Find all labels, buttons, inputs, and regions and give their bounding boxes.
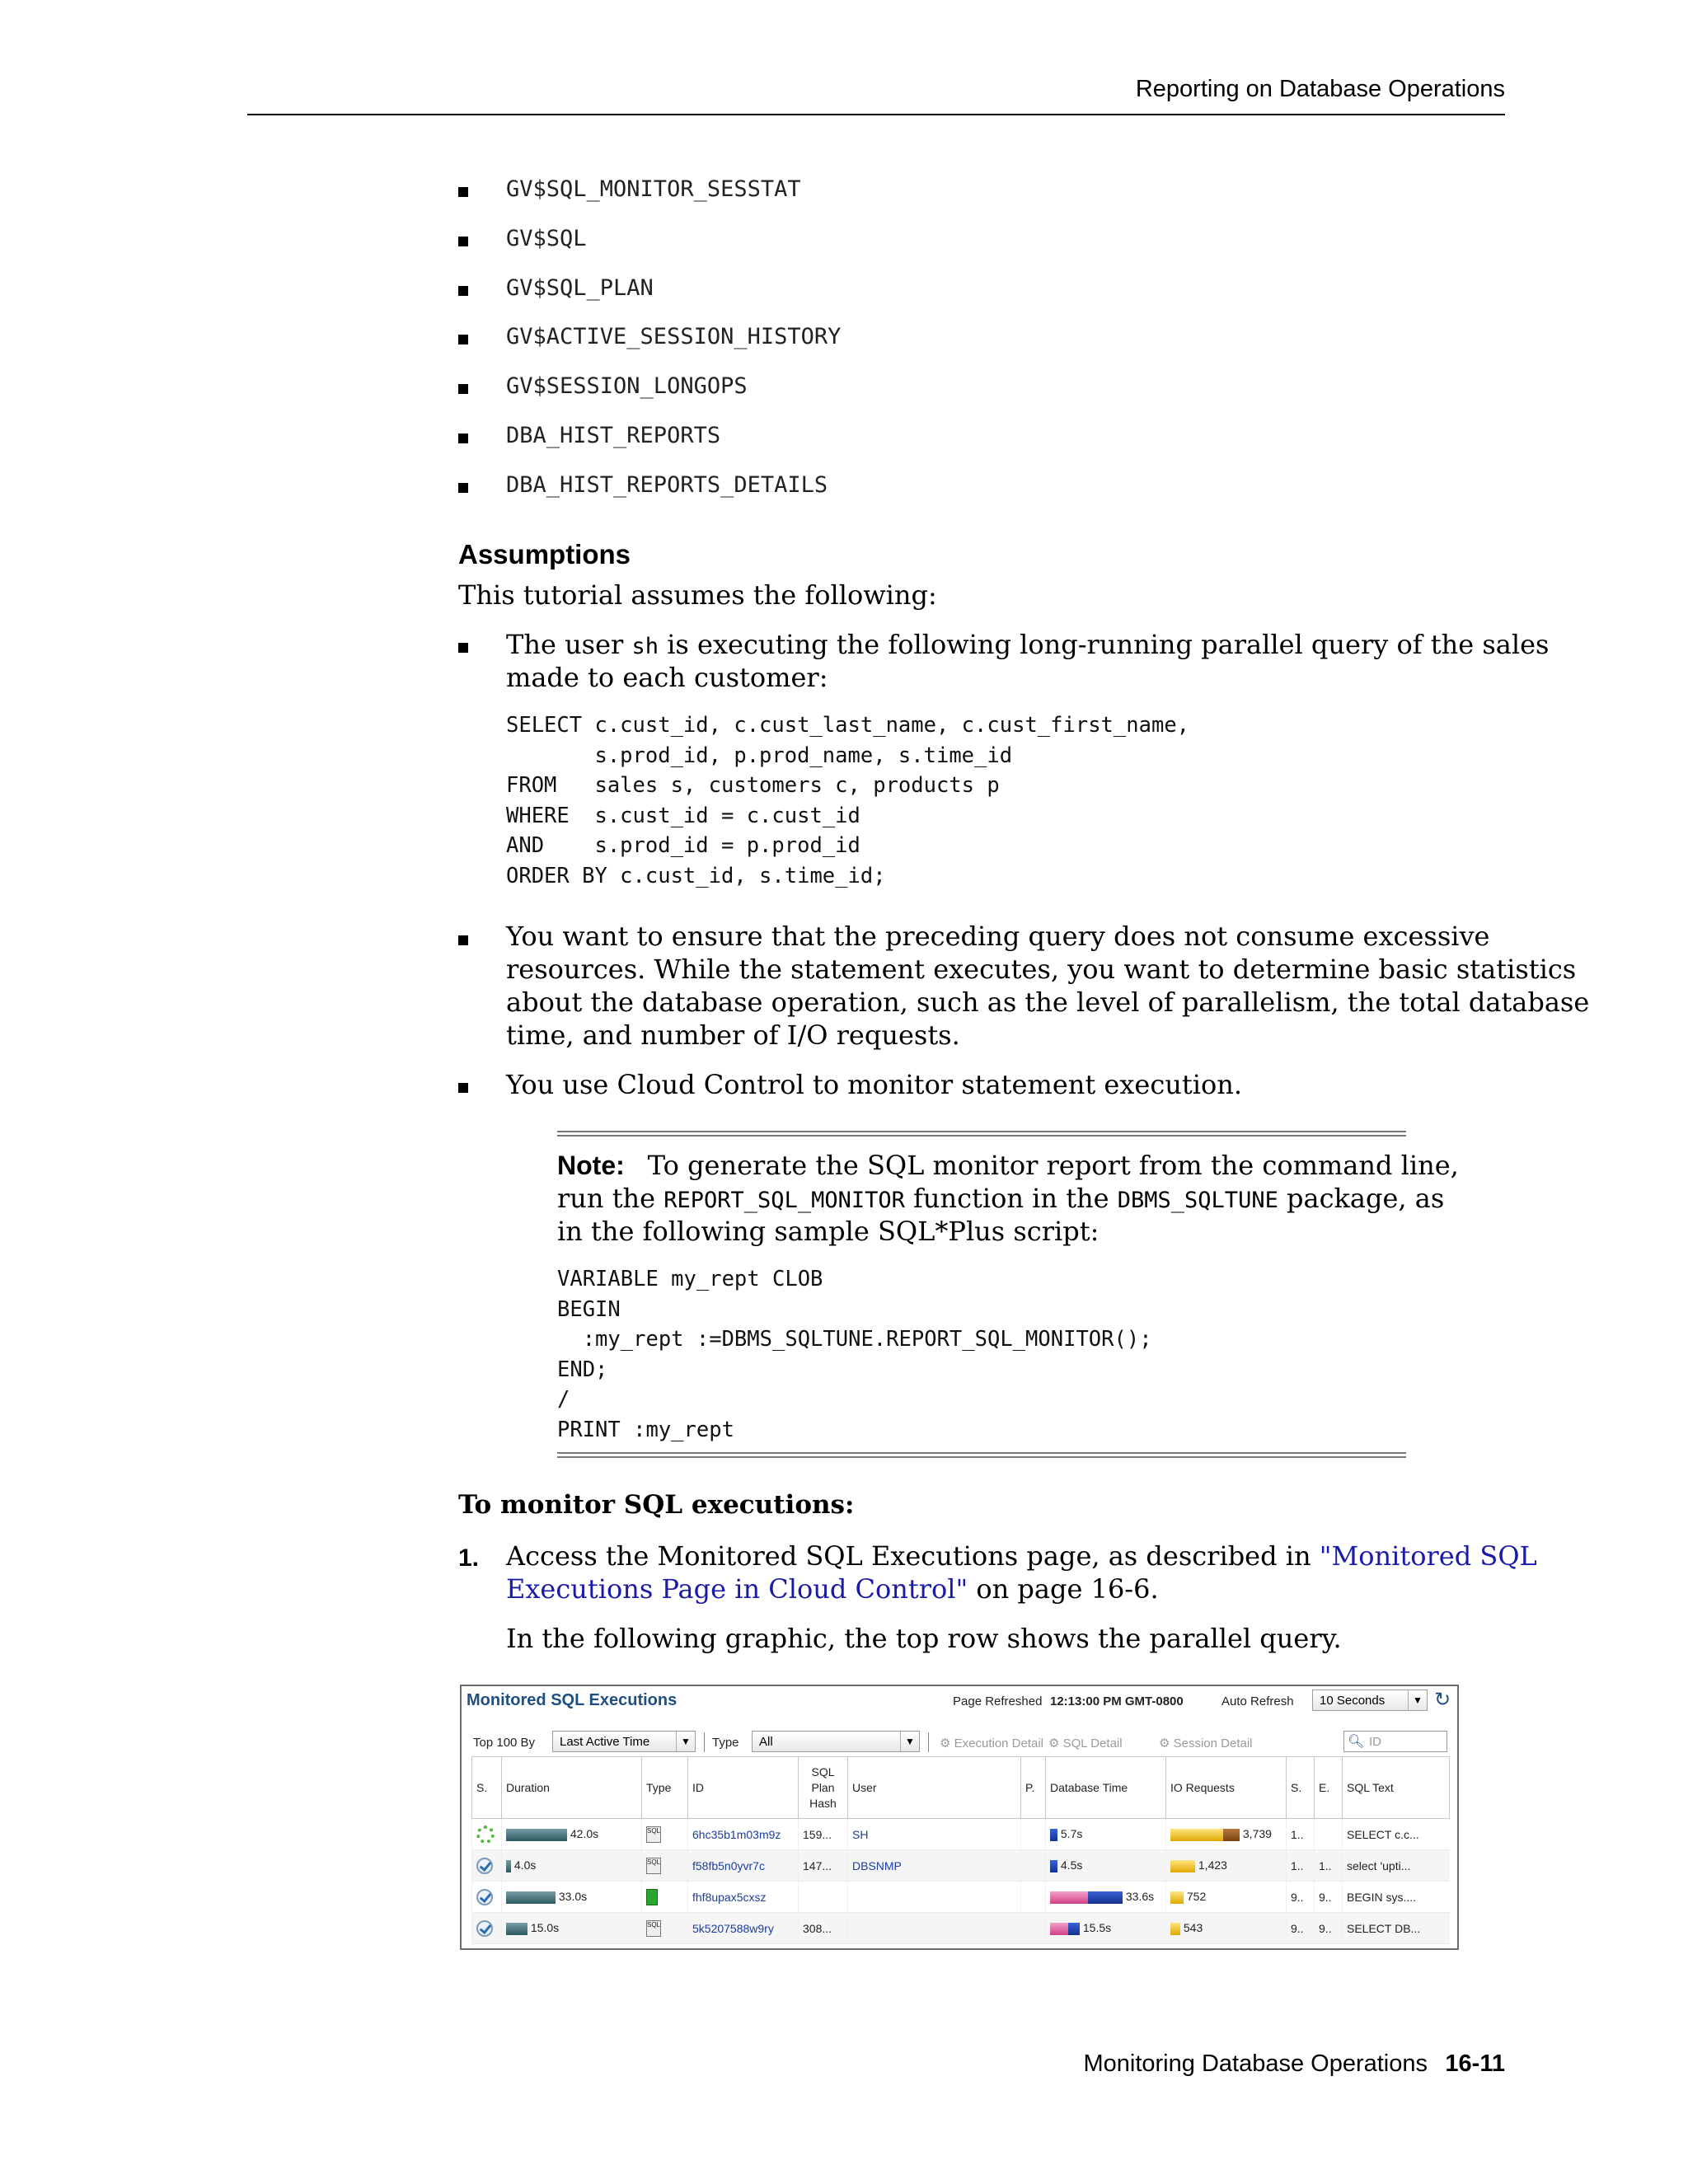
bullet-icon <box>458 935 468 945</box>
execution-detail-button[interactable] <box>940 1736 1043 1750</box>
e-cell: 9.. <box>1315 1882 1343 1913</box>
user-cell <box>848 1913 1021 1944</box>
footer-chapter-title: Monitoring Database Operations <box>1083 2050 1428 2077</box>
io-cell <box>1166 1882 1287 1913</box>
note-line-3: in the following sample SQL*Plus script: <box>557 1216 1100 1247</box>
search-input[interactable] <box>1343 1731 1447 1752</box>
col-e[interactable]: E. <box>1315 1757 1343 1819</box>
function-code: REPORT_SQL_MONITOR <box>663 1188 905 1213</box>
io-cell <box>1166 1850 1287 1882</box>
view-item: GV$SQL <box>506 226 587 251</box>
col-s[interactable]: S. <box>1287 1757 1315 1819</box>
chevron-down-icon: ▼ <box>1408 1690 1427 1710</box>
assumption-1 <box>506 628 1549 663</box>
assumptions-heading: Assumptions <box>458 539 631 569</box>
io-value: 1,423 <box>1198 1858 1227 1872</box>
duration-value: 4.0s <box>513 1858 537 1872</box>
sql-id-link[interactable]: fhf8upax5cxsz <box>692 1890 767 1904</box>
plan-hash-cell: 308... <box>799 1913 848 1944</box>
monitored-sql-link[interactable]: "Monitored SQL <box>1319 1540 1537 1572</box>
db-time-bar <box>1050 1860 1057 1872</box>
io-bar-segment <box>1223 1829 1240 1841</box>
e-cell <box>1315 1819 1343 1850</box>
user-cell <box>848 1882 1021 1913</box>
id-cell <box>688 1819 799 1850</box>
col-status[interactable]: S. <box>472 1757 502 1819</box>
io-value: 3,739 <box>1242 1827 1272 1841</box>
gear-icon: ⚙ <box>1048 1736 1060 1750</box>
running-header: Reporting on Database Operations <box>1135 76 1505 102</box>
col-id[interactable]: ID <box>688 1757 799 1819</box>
session-detail-button[interactable] <box>1159 1736 1253 1750</box>
plan-hash-cell <box>799 1882 848 1913</box>
duration-value: 33.0s <box>558 1890 588 1904</box>
db-time-value: 4.5s <box>1060 1858 1083 1872</box>
type-value: All <box>759 1735 773 1749</box>
bullet-icon <box>458 1083 468 1093</box>
top-by-select[interactable] <box>552 1731 696 1752</box>
page-refreshed-time: 12:13:00 PM GMT-0800 <box>1050 1694 1184 1708</box>
db-time-value: 5.7s <box>1060 1827 1083 1841</box>
db-time-cell <box>1046 1850 1166 1882</box>
type-cell <box>642 1850 688 1882</box>
parallel-cell <box>1021 1850 1046 1882</box>
sql-detail-button[interactable] <box>1048 1736 1123 1750</box>
id-cell <box>688 1882 799 1913</box>
gear-icon: ⚙ <box>940 1736 951 1750</box>
bullet-icon <box>458 237 468 246</box>
col-plan-hash[interactable] <box>799 1757 848 1819</box>
type-select[interactable] <box>752 1731 920 1752</box>
assumption-2-line: about the database operation, such as the level of parallelism, the total database <box>506 987 1590 1018</box>
panel-title: Monitored SQL Executions <box>467 1691 678 1709</box>
col-user[interactable]: User <box>848 1757 1021 1819</box>
io-value: 752 <box>1186 1890 1207 1904</box>
note-bottom-rule <box>557 1452 1406 1458</box>
note-label: Note: <box>557 1151 625 1180</box>
sql-id-link[interactable]: f58fb5n0yvr7c <box>692 1858 765 1872</box>
assumption-2-line: time, and number of I/O requests. <box>506 1019 960 1051</box>
step-1-line-2 <box>506 1572 1159 1605</box>
duration-bar <box>506 1860 511 1872</box>
s-cell: 9.. <box>1287 1913 1315 1944</box>
bullet-icon <box>458 643 468 653</box>
plsql-type-icon <box>646 1889 658 1905</box>
chevron-down-icon: ▼ <box>676 1732 695 1751</box>
note-text: run the <box>557 1183 664 1214</box>
gear-icon: ⚙ <box>1159 1736 1170 1750</box>
query-code-block: SELECT c.cust_id, c.cust_last_name, c.cust_first_name, s.prod_id, p.prod_name, s.time_id FROM sales s, customers c, products p WHERE s.cust_id = c.cust_id AND s.prod_id = p.prod_id ORDER BY c.cust_id, s.time_id; <box>506 713 1190 888</box>
db-time-bar-segment <box>1088 1891 1123 1904</box>
db-time-value: 33.6s <box>1125 1890 1155 1904</box>
status-cell <box>472 1850 502 1882</box>
col-plan-hash-l3: Hash <box>809 1796 837 1810</box>
duration-bar <box>506 1923 528 1935</box>
assumption-2 <box>506 920 1589 1052</box>
duration-cell <box>502 1882 642 1913</box>
top-by-value: Last Active Time <box>560 1735 650 1749</box>
duration-cell <box>502 1913 642 1944</box>
monitored-sql-link-cont[interactable]: Executions Page in Cloud Control" <box>506 1573 968 1605</box>
note-top-rule <box>557 1131 1406 1137</box>
io-bar <box>1170 1860 1195 1872</box>
bullet-icon <box>458 483 468 493</box>
search-placeholder: ID <box>1369 1735 1381 1749</box>
check-icon <box>476 1858 493 1874</box>
parallel-cell <box>1021 1913 1046 1944</box>
sql-text-cell: SELECT DB... <box>1343 1913 1450 1944</box>
header-rule <box>247 114 1505 115</box>
col-type[interactable]: Type <box>642 1757 688 1819</box>
e-cell: 1.. <box>1315 1850 1343 1882</box>
type-cell <box>642 1819 688 1850</box>
type-cell <box>642 1913 688 1944</box>
plan-hash-cell: 147... <box>799 1850 848 1882</box>
table-row[interactable] <box>472 1882 1450 1913</box>
view-item: DBA_HIST_REPORTS <box>506 423 721 448</box>
package-code: DBMS_SQLTUNE <box>1117 1188 1278 1213</box>
assumption-1-text-cont: is executing the following long-running parallel query of the sales <box>659 629 1550 660</box>
user-cell <box>848 1819 1021 1850</box>
auto-refresh-select[interactable] <box>1312 1690 1428 1711</box>
view-item: GV$SQL_PLAN <box>506 275 654 301</box>
note-text: package, as <box>1278 1183 1445 1214</box>
duration-value: 15.0s <box>530 1921 560 1935</box>
sql-id-link[interactable]: 6hc35b1m03m9z <box>692 1827 781 1841</box>
chevron-down-icon: ▼ <box>900 1732 919 1751</box>
io-cell <box>1166 1913 1287 1944</box>
col-plan-hash-l1: SQL <box>811 1765 835 1779</box>
io-bar <box>1170 1829 1223 1841</box>
user-cell <box>848 1850 1021 1882</box>
db-time-bar-segment <box>1068 1923 1080 1935</box>
col-duration[interactable]: Duration <box>502 1757 642 1819</box>
io-cell <box>1166 1819 1287 1850</box>
view-item: GV$SESSION_LONGOPS <box>506 373 748 399</box>
status-cell <box>472 1913 502 1944</box>
col-io-requests[interactable]: IO Requests <box>1166 1757 1287 1819</box>
page-number: 16-11 <box>1445 2050 1505 2077</box>
s-cell: 1.. <box>1287 1850 1315 1882</box>
col-plan-hash-l2: Plan <box>811 1780 835 1794</box>
assumption-1-line2: made to each customer: <box>506 662 828 693</box>
page-refreshed-label: Page Refreshed <box>953 1694 1043 1708</box>
step-1-text: on page 16-6. <box>968 1573 1159 1605</box>
parallel-cell <box>1021 1882 1046 1913</box>
s-cell: 1.. <box>1287 1819 1315 1850</box>
procedure-heading: To monitor SQL executions: <box>458 1490 855 1520</box>
toolbar-separator <box>928 1732 929 1752</box>
user-link[interactable]: DBSNMP <box>852 1858 902 1872</box>
check-icon <box>476 1889 493 1905</box>
user-link[interactable]: SH <box>852 1827 869 1841</box>
bullet-icon <box>458 335 468 344</box>
bullet-icon <box>458 187 468 197</box>
plan-hash-cell: 159... <box>799 1819 848 1850</box>
db-time-cell <box>1046 1882 1166 1913</box>
auto-refresh-label: Auto Refresh <box>1221 1694 1294 1708</box>
table-row[interactable] <box>472 1850 1450 1882</box>
s-cell: 9.. <box>1287 1882 1315 1913</box>
sql-type-icon: SQL <box>646 1920 661 1937</box>
sql-type-icon: SQL <box>646 1858 661 1874</box>
table-row[interactable] <box>472 1913 1450 1944</box>
db-time-cell <box>1046 1819 1166 1850</box>
top-by-label: Top 100 By <box>473 1736 536 1750</box>
e-cell: 9.. <box>1315 1913 1343 1944</box>
sql-text-cell: SELECT c.c... <box>1343 1819 1450 1850</box>
table-row[interactable] <box>472 1819 1450 1850</box>
session-detail-label: Session Detail <box>1173 1736 1253 1750</box>
io-bar <box>1170 1891 1184 1904</box>
sql-type-icon: SQL <box>646 1826 661 1843</box>
note-text: function in the <box>904 1183 1118 1214</box>
assumptions-intro: This tutorial assumes the following: <box>458 579 937 611</box>
note-line-1 <box>557 1149 1459 1182</box>
view-item: DBA_HIST_REPORTS_DETAILS <box>506 472 828 498</box>
user-code: sh <box>631 634 659 659</box>
io-bar <box>1170 1923 1180 1935</box>
assumption-1-text: The user <box>506 629 632 660</box>
id-cell <box>688 1913 799 1944</box>
bullet-icon <box>458 384 468 394</box>
col-sql-text[interactable]: SQL Text <box>1343 1757 1450 1819</box>
col-db-time[interactable]: Database Time <box>1046 1757 1166 1819</box>
db-time-value: 15.5s <box>1082 1921 1112 1935</box>
bullet-icon <box>458 434 468 443</box>
check-icon <box>476 1920 493 1937</box>
step-number: 1. <box>458 1544 480 1572</box>
bullet-icon <box>458 286 468 296</box>
col-parallel[interactable]: P. <box>1021 1757 1046 1819</box>
io-value: 543 <box>1183 1921 1203 1935</box>
duration-cell <box>502 1850 642 1882</box>
status-cell <box>472 1882 502 1913</box>
assumption-2-line: resources. While the statement executes, you want to determine basic statistics <box>506 954 1577 985</box>
view-item: GV$ACTIVE_SESSION_HISTORY <box>506 324 842 349</box>
status-cell <box>472 1819 502 1850</box>
toolbar-separator <box>704 1732 705 1752</box>
refresh-icon[interactable]: ↻ <box>1434 1689 1451 1711</box>
table-header-row <box>472 1757 1450 1819</box>
auto-refresh-value: 10 Seconds <box>1320 1694 1386 1708</box>
monitored-sql-panel <box>460 1685 1459 1950</box>
sql-text-cell: select 'upti... <box>1343 1850 1450 1882</box>
sql-detail-label: SQL Detail <box>1062 1736 1123 1750</box>
note-code-block: VARIABLE my_rept CLOB BEGIN :my_rept :=DBMS_SQLTUNE.REPORT_SQL_MONITOR(); END; / PRINT :my_rept <box>557 1267 1152 1442</box>
duration-value: 42.0s <box>570 1827 599 1841</box>
id-cell <box>688 1850 799 1882</box>
db-time-bar <box>1050 1923 1068 1935</box>
assumption-2-line: You want to ensure that the preceding query does not consume excessive <box>506 921 1490 952</box>
assumption-3: You use Cloud Control to monitor statement execution. <box>506 1069 1242 1100</box>
search-icon: 🔍︎ <box>1348 1735 1365 1749</box>
duration-cell <box>502 1819 642 1850</box>
view-item: GV$SQL_MONITOR_SESSTAT <box>506 176 801 202</box>
execution-detail-label: Execution Detail <box>954 1736 1044 1750</box>
db-time-bar <box>1050 1829 1057 1841</box>
duration-bar <box>506 1891 556 1904</box>
db-time-cell <box>1046 1913 1166 1944</box>
type-label: Type <box>712 1736 739 1750</box>
step-1-line-1 <box>506 1540 1537 1572</box>
type-cell <box>642 1882 688 1913</box>
duration-bar <box>506 1829 567 1841</box>
sql-text-cell: BEGIN sys.... <box>1343 1882 1450 1913</box>
graphic-intro: In the following graphic, the top row shows the parallel query. <box>506 1623 1342 1654</box>
sql-id-link[interactable]: 5k5207588w9ry <box>692 1921 774 1935</box>
running-icon <box>476 1825 495 1844</box>
step-1-text: Access the Monitored SQL Executions page, as described in <box>506 1540 1320 1572</box>
parallel-cell <box>1021 1819 1046 1850</box>
note-line-2 <box>557 1182 1444 1217</box>
db-time-bar <box>1050 1891 1088 1904</box>
note-text: To generate the SQL monitor report from the command line, <box>647 1150 1459 1181</box>
sql-executions-table <box>471 1756 1450 1944</box>
